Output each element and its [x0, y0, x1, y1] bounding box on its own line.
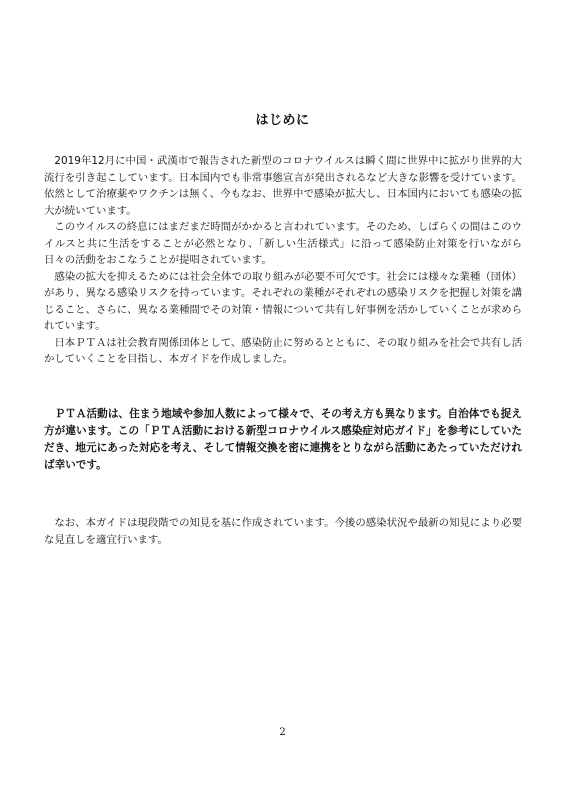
emphasis-paragraph: ＰＴＡ活動は、住まう地域や参加人数によって様々で、その考え方も異なります。自治体でも捉え方が違います。この「ＰＴＡ活動における新型コロナウイルス感染症対応ガイド」を参考にしていただき、地元にあった対応を考え、そして情報交換を密に連携をとりながら活動にあたっていただければ幸いです。: [44, 408, 522, 471]
emphasis-section: [44, 406, 522, 474]
intro-paragraph: 感染の拡大を抑えるためには社会全体での取り組みが必要不可欠です。社会には様々な業種（団体）があり、異なる感染リスクを持っています。それぞれの業種がそれぞれの感染リスクを把握し対策を講じること、さらに、異なる業種間でその対策・情報について共有し好事例を活かしていくことが求められています。: [44, 270, 522, 332]
note-paragraph: なお、本ガイドは現段階での知見を基に作成されています。今後の感染状況や最新の知見により必要な見直しを適宜行います。: [44, 517, 522, 546]
intro-paragraph: 2019年12月に中国・武漢市で報告された新型のコロナウイルスは瞬く間に世界中に拡がり世界的大流行を引き起こしています。日本国内でも非常事態宣言が発出されるなど大きな影響を受けています。依然として治療薬やワクチンは無く、今もなお、世界中で感染が拡大し、日本国内においても感染の拡大が続いています。: [44, 155, 522, 217]
page-title: はじめに: [255, 113, 310, 128]
page-number: 2: [279, 727, 286, 738]
intro-section: [44, 153, 522, 368]
intro-paragraph: このウイルスの終息にはまだまだ時間がかかると言われています。そのため、しばらくの間はこのウイルスと共に生活をすることが必然となり、「新しい生活様式」に沿って感染防止対策を行いながら日々の活動をおこなうことが提唱されています。: [44, 221, 522, 266]
note-section: [44, 515, 522, 548]
intro-paragraph: 日本ＰＴＡは社会教育関係団体として、感染防止に努めるとともに、その取り組みを社会で共有し活かしていくことを目指し、本ガイドを作成しました。: [44, 336, 522, 365]
